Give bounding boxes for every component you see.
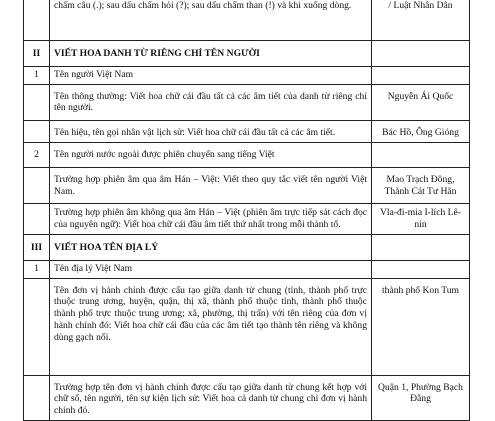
row-number xyxy=(24,167,50,204)
table-row xyxy=(24,84,470,121)
row-number: 2 xyxy=(24,142,50,167)
table-row xyxy=(24,121,470,143)
section-number: III xyxy=(24,234,50,260)
example-text xyxy=(372,142,470,167)
row-number: 1 xyxy=(24,66,50,84)
capitalization-rules-table xyxy=(23,0,470,421)
example-text: Quận 1, Phường Bạch Đằng xyxy=(372,375,470,420)
table-row xyxy=(24,204,470,235)
example-text: Bác Hồ, Ông Gióng xyxy=(372,121,470,143)
row-number xyxy=(24,0,50,41)
rule-text: Trường hợp phiên âm không qua âm Hán – Việt (phiên âm trực tiếp sát cách đọc của nguyên ngữ): Viết hoa chữ cái đầu âm tiết thứ nhất trong mỗi thành tố. xyxy=(50,204,372,235)
section-heading: VIẾT HOA DANH TỪ RIÊNG CHỈ TÊN NGƯỜI xyxy=(50,41,372,67)
row-number: 1 xyxy=(24,260,50,278)
example-text: Mao Trạch Đông, Thành Cát Tư Hãn xyxy=(372,167,470,204)
example-text: thành phố Kon Tum xyxy=(372,278,470,375)
row-number xyxy=(24,278,50,375)
rule-text: Tên người Việt Nam xyxy=(50,66,372,84)
section-example xyxy=(372,234,470,260)
example-text xyxy=(372,260,470,278)
rule-text: Tên hiệu, tên gọi nhân vật lịch sử: Viết hoa chữ cái đầu tất cả các âm tiết. xyxy=(50,121,372,143)
example-text: Nguyễn Ái Quốc xyxy=(372,84,470,121)
rule-text xyxy=(50,0,372,41)
rule-text-body: chấm câu (.); sau dấu chấm hỏi (?); sau dấu chấm than (!) và khi xuống dòng. xyxy=(54,0,352,11)
rule-text: Tên đơn vị hành chính được cấu tạo giữa danh từ chung (tỉnh, thành phố trực thuộc trung ương, huyện, quận, thị xã, thành phố thuộc tỉnh, thành phố thuộc thành phố trực thuộc trung ương; xã, phường, thị trấn) với tên riêng của đơn vị hành chính đó: Viết hoa chữ cái đầu của các âm tiết tạo thành tên riêng và không dùng gạch nối. xyxy=(50,278,372,375)
table-row xyxy=(24,375,470,420)
example-text xyxy=(372,0,470,41)
row-number xyxy=(24,121,50,143)
row-number xyxy=(24,204,50,235)
table-row xyxy=(24,260,470,278)
section-row xyxy=(24,234,470,260)
row-number xyxy=(24,375,50,420)
table-row xyxy=(24,0,470,41)
section-heading: VIẾT HOA TÊN ĐỊA LÝ xyxy=(50,234,372,260)
example-text: Vla-đi-mia I-lích Lê-nin xyxy=(372,204,470,235)
section-example xyxy=(372,41,470,67)
table-row xyxy=(24,142,470,167)
table-row xyxy=(24,66,470,84)
example-text xyxy=(372,66,470,84)
rule-text: Tên địa lý Việt Nam xyxy=(50,260,372,278)
section-row xyxy=(24,41,470,67)
example-text-body: / Luật Nhân Dân xyxy=(388,0,453,11)
table-row xyxy=(24,167,470,204)
section-number: II xyxy=(24,41,50,67)
table-row xyxy=(24,278,470,375)
row-number xyxy=(24,84,50,121)
rule-text: Tên người nước ngoài được phiên chuyển sang tiếng Việt xyxy=(50,142,372,167)
rule-text: Tên thông thường: Viết hoa chữ cái đầu tất cả các âm tiết của danh từ riêng chỉ tên người. xyxy=(50,84,372,121)
rule-text: Trường hợp tên đơn vị hành chính được cấu tạo giữa danh từ chung kết hợp với chữ số, tên người, tên sự kiện lịch sử: Viết hoa cả danh từ chung chỉ đơn vị hành chính đó. xyxy=(50,375,372,420)
rule-text: Trường hợp phiên âm qua âm Hán – Việt: Viết theo quy tắc viết tên người Việt Nam. xyxy=(50,167,372,204)
